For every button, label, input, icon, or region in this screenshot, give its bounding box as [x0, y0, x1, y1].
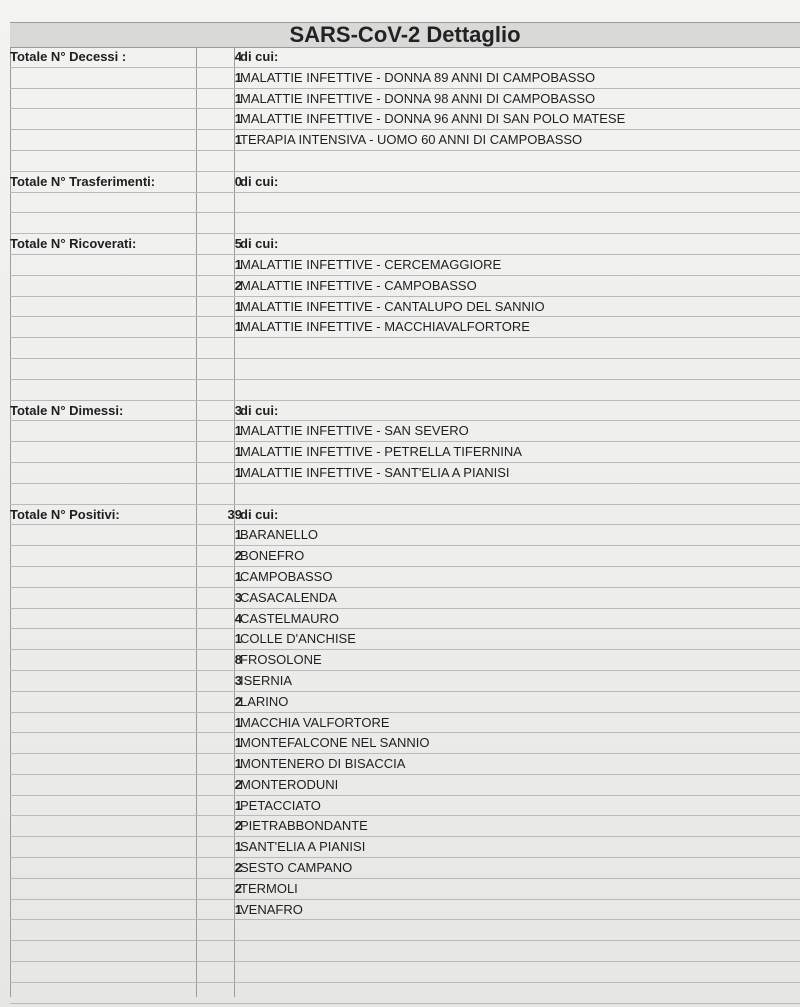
row-description: di cui: — [240, 173, 279, 189]
row-description: SANT'ELIA A PIANISI — [240, 839, 366, 855]
table-row — [10, 525, 800, 546]
table-row — [10, 650, 800, 671]
row-description: CASTELMAURO — [240, 610, 339, 626]
table-row — [10, 858, 800, 879]
row-label: Totale N° Positivi: — [10, 506, 120, 522]
row-count: 2 — [234, 880, 242, 896]
row-count: 3 — [234, 402, 242, 418]
row-count: 1 — [234, 90, 242, 106]
table-row — [10, 796, 800, 817]
table-row — [10, 941, 800, 962]
row-count: 1 — [234, 69, 242, 85]
section-header-row — [10, 505, 800, 526]
row-count: 1 — [234, 631, 242, 647]
row-description: MALATTIE INFETTIVE - CANTALUPO DEL SANNIO — [240, 298, 545, 314]
row-description: BONEFRO — [240, 548, 305, 564]
row-count: 4 — [234, 49, 242, 64]
document-title: SARS-CoV-2 Dettaglio — [10, 22, 800, 48]
row-count: 2 — [234, 776, 242, 792]
table-row — [10, 546, 800, 567]
row-description: COLLE D'ANCHISE — [240, 631, 356, 647]
row-count: 1 — [234, 797, 242, 813]
detail-table — [10, 47, 800, 1004]
row-count: 3 — [234, 589, 242, 605]
row-count: 2 — [234, 548, 242, 564]
section-header-row — [10, 47, 800, 68]
table-row — [10, 920, 800, 941]
table-row — [10, 816, 800, 837]
table-row — [10, 193, 800, 214]
row-description: MACCHIA VALFORTORE — [240, 714, 390, 730]
row-description: TERAPIA INTENSIVA - UOMO 60 ANNI DI CAMPOBASSO — [240, 132, 583, 148]
table-row — [10, 89, 800, 110]
table-row — [10, 754, 800, 775]
row-count: 2 — [234, 277, 242, 293]
row-count: 1 — [234, 568, 242, 584]
row-count: 2 — [234, 693, 242, 709]
table-row — [10, 733, 800, 754]
row-description: MALATTIE INFETTIVE - DONNA 96 ANNI DI SAN POLO MATESE — [240, 111, 626, 127]
row-description: LARINO — [240, 693, 289, 709]
row-description: MALATTIE INFETTIVE - CAMPOBASSO — [240, 277, 477, 293]
table-row — [10, 68, 800, 89]
table-row — [10, 380, 800, 401]
row-description: MALATTIE INFETTIVE - CERCEMAGGIORE — [240, 256, 502, 272]
table-row — [10, 837, 800, 858]
row-count: 4 — [234, 610, 242, 626]
row-description: di cui: — [240, 402, 279, 418]
table-row — [10, 692, 800, 713]
row-description: PIETRABBONDANTE — [240, 818, 368, 834]
table-row — [10, 255, 800, 276]
table-row — [10, 983, 800, 1004]
row-label: Totale N° Dimessi: — [10, 402, 124, 418]
table-row — [10, 962, 800, 983]
table-row — [10, 588, 800, 609]
row-label: Totale N° Ricoverati: — [10, 236, 137, 252]
row-count: 39 — [227, 506, 242, 522]
table-row — [10, 338, 800, 359]
row-description: MONTERODUNI — [240, 776, 339, 792]
row-description: SESTO CAMPANO — [240, 860, 353, 876]
row-count: 1 — [234, 735, 242, 751]
row-count: 1 — [234, 714, 242, 730]
table-row — [10, 109, 800, 130]
table-row — [10, 421, 800, 442]
table-row — [10, 484, 800, 505]
row-description: MONTENERO DI BISACCIA — [240, 756, 406, 772]
row-description: CASACALENDA — [240, 589, 337, 605]
table-row — [10, 297, 800, 318]
row-description: BARANELLO — [240, 527, 319, 543]
table-row — [10, 629, 800, 650]
row-description: PETACCIATO — [240, 797, 321, 813]
row-description: MALATTIE INFETTIVE - PETRELLA TIFERNINA — [240, 444, 522, 460]
table-row — [10, 151, 800, 172]
table-row — [10, 713, 800, 734]
row-count: 1 — [234, 298, 242, 314]
row-count: 1 — [234, 839, 242, 855]
row-description: FROSOLONE — [240, 652, 322, 668]
row-count: 5 — [234, 236, 242, 252]
row-count: 1 — [234, 256, 242, 272]
row-count: 3 — [234, 672, 242, 688]
table-row — [10, 900, 800, 921]
section-header-row — [10, 234, 800, 255]
row-count: 2 — [234, 860, 242, 876]
section-header-row — [10, 401, 800, 422]
row-description: MALATTIE INFETTIVE - SANT'ELIA A PIANISI — [240, 464, 510, 480]
row-description: VENAFRO — [240, 901, 303, 917]
row-count: 2 — [234, 818, 242, 834]
table-row — [10, 567, 800, 588]
row-description: di cui: — [240, 506, 279, 522]
row-count: 1 — [234, 319, 242, 335]
table-row — [10, 671, 800, 692]
row-description: MALATTIE INFETTIVE - MACCHIAVALFORTORE — [240, 319, 530, 335]
row-description: MALATTIE INFETTIVE - SAN SEVERO — [240, 423, 469, 439]
table-row — [10, 130, 800, 151]
row-description: MALATTIE INFETTIVE - DONNA 89 ANNI DI CAMPOBASSO — [240, 69, 596, 85]
row-count: 1 — [234, 464, 242, 480]
row-count: 0 — [234, 173, 242, 189]
table-row — [10, 359, 800, 380]
row-count: 1 — [234, 111, 242, 127]
row-count: 1 — [234, 423, 242, 439]
row-description: di cui: — [240, 236, 279, 252]
table-row — [10, 276, 800, 297]
row-description: MALATTIE INFETTIVE - DONNA 98 ANNI DI CAMPOBASSO — [240, 90, 596, 106]
row-label: Totale N° Trasferimenti: — [10, 173, 156, 189]
table-row — [10, 609, 800, 630]
section-header-row — [10, 172, 800, 193]
table-row — [10, 442, 800, 463]
row-description: ISERNIA — [240, 672, 293, 688]
row-description: di cui: — [240, 49, 279, 64]
table-row — [10, 775, 800, 796]
row-count: 8 — [234, 652, 242, 668]
row-description: MONTEFALCONE NEL SANNIO — [240, 735, 430, 751]
row-count: 1 — [234, 756, 242, 772]
row-count: 1 — [234, 444, 242, 460]
table-row — [10, 213, 800, 234]
table-row — [10, 317, 800, 338]
row-label: Totale N° Decessi : — [10, 49, 127, 64]
row-description: CAMPOBASSO — [240, 568, 333, 584]
row-description: TERMOLI — [240, 880, 298, 896]
row-count: 1 — [234, 132, 242, 148]
row-count: 1 — [234, 901, 242, 917]
row-count: 1 — [234, 527, 242, 543]
table-row — [10, 879, 800, 900]
table-row — [10, 463, 800, 484]
